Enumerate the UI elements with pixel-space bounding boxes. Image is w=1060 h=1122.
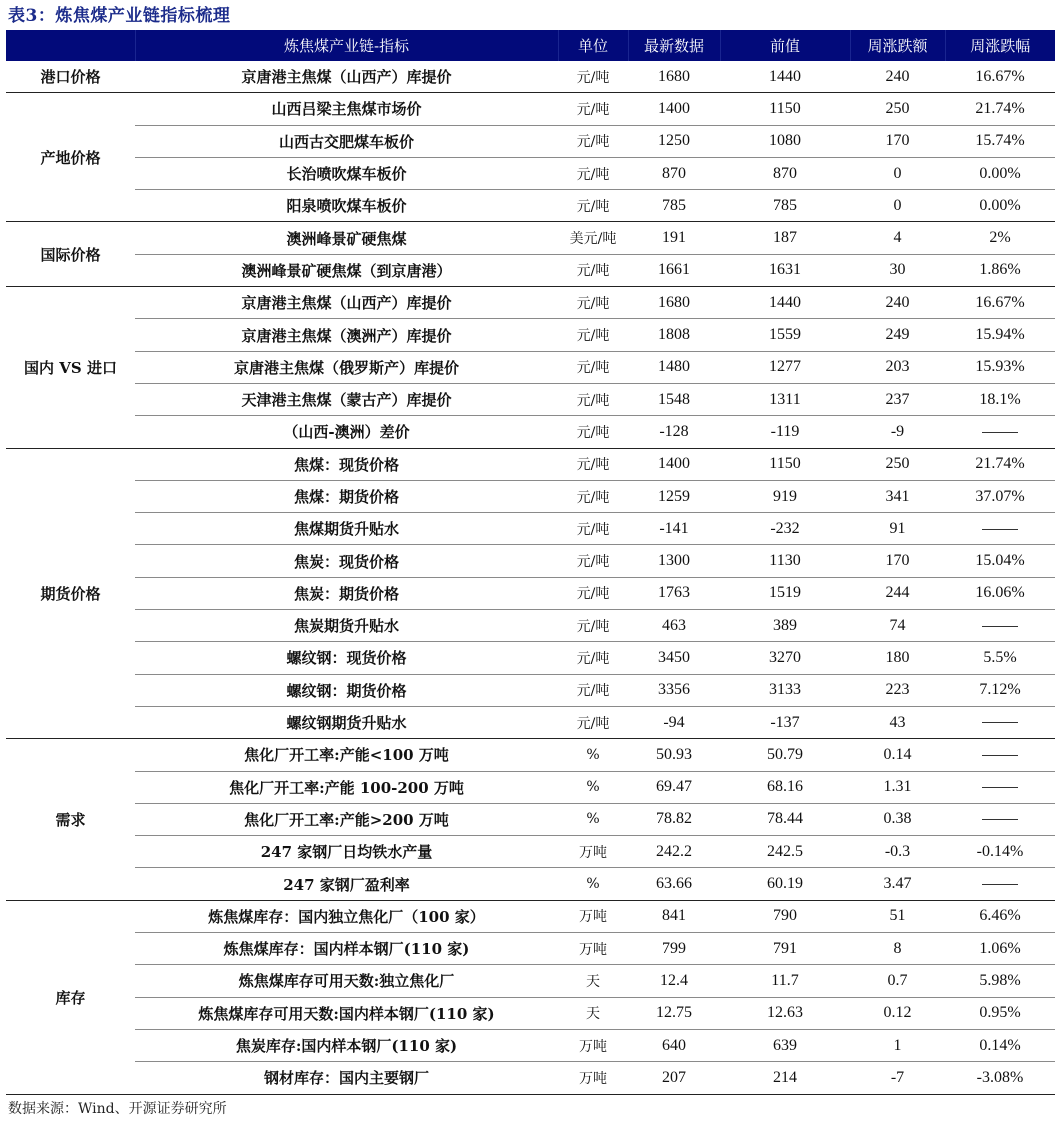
weekly-pct-cell: 18.1% bbox=[945, 383, 1055, 415]
table-row bbox=[6, 900, 1055, 932]
table-row bbox=[6, 545, 1055, 577]
weekly-pct-cell: 0.14% bbox=[945, 1029, 1055, 1061]
previous-value-cell: 389 bbox=[720, 610, 850, 642]
indicator-cell: 焦化厂开工率:产能 100-200 万吨 bbox=[135, 771, 558, 803]
latest-value-cell: 640 bbox=[628, 1029, 720, 1061]
table-row bbox=[6, 674, 1055, 706]
table-row bbox=[6, 93, 1055, 125]
indicator-cell: 山西吕梁主焦煤市场价 bbox=[135, 93, 558, 125]
weekly-change-cell: 0 bbox=[850, 190, 945, 222]
previous-value-cell: 1080 bbox=[720, 125, 850, 157]
not-applicable-dash bbox=[982, 787, 1018, 788]
coking-coal-indicator-table bbox=[6, 30, 1055, 1095]
latest-value-cell: 3450 bbox=[628, 642, 720, 674]
weekly-pct-cell: 6.46% bbox=[945, 900, 1055, 932]
table-row bbox=[6, 610, 1055, 642]
previous-value-cell: 60.19 bbox=[720, 868, 850, 900]
previous-value-cell: 1631 bbox=[720, 254, 850, 286]
table-row bbox=[6, 254, 1055, 286]
weekly-change-cell: 244 bbox=[850, 577, 945, 609]
indicator-cell: 焦煤期货升贴水 bbox=[135, 513, 558, 545]
indicator-cell: 焦炭：期货价格 bbox=[135, 577, 558, 609]
weekly-pct-cell: 5.5% bbox=[945, 642, 1055, 674]
weekly-change-cell: 223 bbox=[850, 674, 945, 706]
header-indicator: 炼焦煤产业链-指标 bbox=[135, 30, 558, 61]
unit-cell: 元/吨 bbox=[558, 577, 628, 609]
latest-value-cell: 242.2 bbox=[628, 836, 720, 868]
latest-value-cell: -94 bbox=[628, 706, 720, 738]
unit-cell: 万吨 bbox=[558, 900, 628, 932]
previous-value-cell: 639 bbox=[720, 1029, 850, 1061]
unit-cell: 元/吨 bbox=[558, 93, 628, 125]
table-row bbox=[6, 351, 1055, 383]
unit-cell: % bbox=[558, 803, 628, 835]
indicator-cell: 247 家钢厂日均铁水产量 bbox=[135, 836, 558, 868]
latest-value-cell: 799 bbox=[628, 933, 720, 965]
table-row bbox=[6, 1062, 1055, 1094]
previous-value-cell: 3133 bbox=[720, 674, 850, 706]
table-row bbox=[6, 222, 1055, 254]
latest-value-cell: 841 bbox=[628, 900, 720, 932]
unit-cell: % bbox=[558, 771, 628, 803]
weekly-change-cell: 0 bbox=[850, 157, 945, 189]
weekly-pct-cell: 21.74% bbox=[945, 448, 1055, 480]
weekly-pct-cell bbox=[945, 739, 1055, 771]
weekly-change-cell: -9 bbox=[850, 416, 945, 448]
indicator-cell: 阳泉喷吹煤车板价 bbox=[135, 190, 558, 222]
unit-cell: 元/吨 bbox=[558, 513, 628, 545]
unit-cell: 万吨 bbox=[558, 1062, 628, 1094]
header-unit: 单位 bbox=[558, 30, 628, 61]
latest-value-cell: 785 bbox=[628, 190, 720, 222]
table-row bbox=[6, 577, 1055, 609]
not-applicable-dash bbox=[982, 432, 1018, 433]
table-row bbox=[6, 997, 1055, 1029]
latest-value-cell: 12.75 bbox=[628, 997, 720, 1029]
latest-value-cell: 191 bbox=[628, 222, 720, 254]
weekly-change-cell: 249 bbox=[850, 319, 945, 351]
indicator-cell: 天津港主焦煤（蒙古产）库提价 bbox=[135, 383, 558, 415]
unit-cell: 元/吨 bbox=[558, 157, 628, 189]
latest-value-cell: -128 bbox=[628, 416, 720, 448]
weekly-pct-cell bbox=[945, 610, 1055, 642]
group-label: 需求 bbox=[6, 739, 135, 900]
previous-value-cell: -119 bbox=[720, 416, 850, 448]
weekly-pct-cell: 0.00% bbox=[945, 157, 1055, 189]
previous-value-cell: 3270 bbox=[720, 642, 850, 674]
weekly-change-cell: 170 bbox=[850, 125, 945, 157]
previous-value-cell: 1440 bbox=[720, 61, 850, 93]
latest-value-cell: 1680 bbox=[628, 61, 720, 93]
indicator-cell: 炼焦煤库存可用天数:独立焦化厂 bbox=[135, 965, 558, 997]
group-label: 港口价格 bbox=[6, 61, 135, 93]
latest-value-cell: 1300 bbox=[628, 545, 720, 577]
previous-value-cell: 214 bbox=[720, 1062, 850, 1094]
table-row bbox=[6, 771, 1055, 803]
weekly-change-cell: 0.14 bbox=[850, 739, 945, 771]
table-row bbox=[6, 416, 1055, 448]
unit-cell: 元/吨 bbox=[558, 674, 628, 706]
unit-cell: 万吨 bbox=[558, 836, 628, 868]
latest-value-cell: 1808 bbox=[628, 319, 720, 351]
header-group bbox=[6, 30, 135, 61]
latest-value-cell: 69.47 bbox=[628, 771, 720, 803]
unit-cell: 元/吨 bbox=[558, 254, 628, 286]
table-row bbox=[6, 125, 1055, 157]
unit-cell: 万吨 bbox=[558, 1029, 628, 1061]
weekly-pct-cell bbox=[945, 706, 1055, 738]
previous-value-cell: -137 bbox=[720, 706, 850, 738]
indicator-cell: 焦炭：现货价格 bbox=[135, 545, 558, 577]
latest-value-cell: 1400 bbox=[628, 448, 720, 480]
weekly-change-cell: 341 bbox=[850, 480, 945, 512]
indicator-cell: 焦煤：现货价格 bbox=[135, 448, 558, 480]
weekly-change-cell: 240 bbox=[850, 287, 945, 319]
not-applicable-dash bbox=[982, 819, 1018, 820]
table-row bbox=[6, 287, 1055, 319]
not-applicable-dash bbox=[982, 884, 1018, 885]
indicator-cell: 京唐港主焦煤（澳洲产）库提价 bbox=[135, 319, 558, 351]
latest-value-cell: 12.4 bbox=[628, 965, 720, 997]
weekly-pct-cell: 15.04% bbox=[945, 545, 1055, 577]
table-row bbox=[6, 1029, 1055, 1061]
indicator-cell: 247 家钢厂盈利率 bbox=[135, 868, 558, 900]
weekly-pct-cell: 15.94% bbox=[945, 319, 1055, 351]
previous-value-cell: 1559 bbox=[720, 319, 850, 351]
table-row bbox=[6, 965, 1055, 997]
previous-value-cell: 11.7 bbox=[720, 965, 850, 997]
weekly-change-cell: 170 bbox=[850, 545, 945, 577]
indicator-cell: 钢材库存：国内主要钢厂 bbox=[135, 1062, 558, 1094]
weekly-pct-cell: 7.12% bbox=[945, 674, 1055, 706]
latest-value-cell: 1400 bbox=[628, 93, 720, 125]
unit-cell: 元/吨 bbox=[558, 416, 628, 448]
table-row bbox=[6, 803, 1055, 835]
latest-value-cell: 1548 bbox=[628, 383, 720, 415]
latest-value-cell: 3356 bbox=[628, 674, 720, 706]
unit-cell: 美元/吨 bbox=[558, 222, 628, 254]
weekly-pct-cell: 16.06% bbox=[945, 577, 1055, 609]
latest-value-cell: 207 bbox=[628, 1062, 720, 1094]
previous-value-cell: 50.79 bbox=[720, 739, 850, 771]
weekly-pct-cell: 1.86% bbox=[945, 254, 1055, 286]
header-weekly-change: 周涨跌额 bbox=[850, 30, 945, 61]
unit-cell: 元/吨 bbox=[558, 125, 628, 157]
table-row bbox=[6, 319, 1055, 351]
previous-value-cell: 1277 bbox=[720, 351, 850, 383]
weekly-change-cell: 0.38 bbox=[850, 803, 945, 835]
weekly-pct-cell: 21.74% bbox=[945, 93, 1055, 125]
weekly-pct-cell: 5.98% bbox=[945, 965, 1055, 997]
latest-value-cell: 1763 bbox=[628, 577, 720, 609]
previous-value-cell: 1440 bbox=[720, 287, 850, 319]
table-row bbox=[6, 836, 1055, 868]
indicator-cell: 焦煤：期货价格 bbox=[135, 480, 558, 512]
header-latest: 最新数据 bbox=[628, 30, 720, 61]
weekly-change-cell: 74 bbox=[850, 610, 945, 642]
not-applicable-dash bbox=[982, 755, 1018, 756]
previous-value-cell: -232 bbox=[720, 513, 850, 545]
unit-cell: 元/吨 bbox=[558, 319, 628, 351]
table-row bbox=[6, 480, 1055, 512]
weekly-pct-cell bbox=[945, 803, 1055, 835]
weekly-change-cell: 1 bbox=[850, 1029, 945, 1061]
weekly-change-cell: 91 bbox=[850, 513, 945, 545]
table-row bbox=[6, 383, 1055, 415]
table-row bbox=[6, 706, 1055, 738]
indicator-cell: 澳洲峰景矿硬焦煤 bbox=[135, 222, 558, 254]
weekly-change-cell: 237 bbox=[850, 383, 945, 415]
weekly-pct-cell: 15.74% bbox=[945, 125, 1055, 157]
indicator-cell: 长治喷吹煤车板价 bbox=[135, 157, 558, 189]
weekly-pct-cell: -3.08% bbox=[945, 1062, 1055, 1094]
previous-value-cell: 1311 bbox=[720, 383, 850, 415]
latest-value-cell: 78.82 bbox=[628, 803, 720, 835]
indicator-cell: 焦炭库存:国内样本钢厂(110 家) bbox=[135, 1029, 558, 1061]
indicator-cell: 炼焦煤库存可用天数:国内样本钢厂(110 家) bbox=[135, 997, 558, 1029]
previous-value-cell: 1519 bbox=[720, 577, 850, 609]
group-label: 国际价格 bbox=[6, 222, 135, 287]
header-previous: 前值 bbox=[720, 30, 850, 61]
unit-cell: 天 bbox=[558, 965, 628, 997]
unit-cell: 元/吨 bbox=[558, 287, 628, 319]
unit-cell: 天 bbox=[558, 997, 628, 1029]
table-row bbox=[6, 448, 1055, 480]
previous-value-cell: 1150 bbox=[720, 93, 850, 125]
indicator-cell: （山西-澳洲）差价 bbox=[135, 416, 558, 448]
indicator-cell: 京唐港主焦煤（山西产）库提价 bbox=[135, 287, 558, 319]
table-row bbox=[6, 157, 1055, 189]
weekly-pct-cell bbox=[945, 868, 1055, 900]
weekly-pct-cell: 16.67% bbox=[945, 61, 1055, 93]
weekly-change-cell: 250 bbox=[850, 93, 945, 125]
weekly-pct-cell: 0.00% bbox=[945, 190, 1055, 222]
table-row bbox=[6, 642, 1055, 674]
latest-value-cell: -141 bbox=[628, 513, 720, 545]
indicator-cell: 京唐港主焦煤（山西产）库提价 bbox=[135, 61, 558, 93]
weekly-change-cell: 0.12 bbox=[850, 997, 945, 1029]
unit-cell: % bbox=[558, 739, 628, 771]
latest-value-cell: 870 bbox=[628, 157, 720, 189]
unit-cell: 元/吨 bbox=[558, 642, 628, 674]
table-row bbox=[6, 739, 1055, 771]
latest-value-cell: 1680 bbox=[628, 287, 720, 319]
weekly-change-cell: -0.3 bbox=[850, 836, 945, 868]
not-applicable-dash bbox=[982, 626, 1018, 627]
previous-value-cell: 870 bbox=[720, 157, 850, 189]
weekly-pct-cell: 0.95% bbox=[945, 997, 1055, 1029]
table-title: 表3：炼焦煤产业链指标梳理 bbox=[8, 6, 231, 26]
unit-cell: 元/吨 bbox=[558, 610, 628, 642]
weekly-change-cell: 240 bbox=[850, 61, 945, 93]
unit-cell: 元/吨 bbox=[558, 545, 628, 577]
weekly-pct-cell: 16.67% bbox=[945, 287, 1055, 319]
latest-value-cell: 63.66 bbox=[628, 868, 720, 900]
indicator-cell: 螺纹钢：现货价格 bbox=[135, 642, 558, 674]
indicator-cell: 焦化厂开工率:产能>200 万吨 bbox=[135, 803, 558, 835]
previous-value-cell: 785 bbox=[720, 190, 850, 222]
unit-cell: 元/吨 bbox=[558, 480, 628, 512]
previous-value-cell: 919 bbox=[720, 480, 850, 512]
previous-value-cell: 790 bbox=[720, 900, 850, 932]
unit-cell: % bbox=[558, 868, 628, 900]
unit-cell: 元/吨 bbox=[558, 61, 628, 93]
weekly-change-cell: 250 bbox=[850, 448, 945, 480]
weekly-pct-cell: 37.07% bbox=[945, 480, 1055, 512]
latest-value-cell: 1250 bbox=[628, 125, 720, 157]
indicator-cell: 焦炭期货升贴水 bbox=[135, 610, 558, 642]
previous-value-cell: 1130 bbox=[720, 545, 850, 577]
previous-value-cell: 12.63 bbox=[720, 997, 850, 1029]
indicator-cell: 炼焦煤库存：国内样本钢厂(110 家) bbox=[135, 933, 558, 965]
table-row bbox=[6, 868, 1055, 900]
weekly-pct-cell: -0.14% bbox=[945, 836, 1055, 868]
indicator-cell: 螺纹钢期货升贴水 bbox=[135, 706, 558, 738]
unit-cell: 万吨 bbox=[558, 933, 628, 965]
latest-value-cell: 463 bbox=[628, 610, 720, 642]
unit-cell: 元/吨 bbox=[558, 351, 628, 383]
previous-value-cell: 78.44 bbox=[720, 803, 850, 835]
previous-value-cell: 242.5 bbox=[720, 836, 850, 868]
weekly-change-cell: 203 bbox=[850, 351, 945, 383]
weekly-change-cell: 1.31 bbox=[850, 771, 945, 803]
unit-cell: 元/吨 bbox=[558, 706, 628, 738]
table-row bbox=[6, 190, 1055, 222]
table-body bbox=[6, 61, 1055, 1094]
previous-value-cell: 187 bbox=[720, 222, 850, 254]
weekly-change-cell: 3.47 bbox=[850, 868, 945, 900]
not-applicable-dash bbox=[982, 722, 1018, 723]
weekly-pct-cell: 1.06% bbox=[945, 933, 1055, 965]
weekly-change-cell: 4 bbox=[850, 222, 945, 254]
latest-value-cell: 50.93 bbox=[628, 739, 720, 771]
previous-value-cell: 68.16 bbox=[720, 771, 850, 803]
group-label: 期货价格 bbox=[6, 448, 135, 739]
weekly-change-cell: -7 bbox=[850, 1062, 945, 1094]
group-label: 库存 bbox=[6, 900, 135, 1094]
latest-value-cell: 1480 bbox=[628, 351, 720, 383]
weekly-change-cell: 51 bbox=[850, 900, 945, 932]
latest-value-cell: 1661 bbox=[628, 254, 720, 286]
unit-cell: 元/吨 bbox=[558, 383, 628, 415]
table-row bbox=[6, 513, 1055, 545]
indicator-cell: 炼焦煤库存：国内独立焦化厂（100 家） bbox=[135, 900, 558, 932]
indicator-cell: 山西古交肥煤车板价 bbox=[135, 125, 558, 157]
weekly-change-cell: 0.7 bbox=[850, 965, 945, 997]
latest-value-cell: 1259 bbox=[628, 480, 720, 512]
indicator-cell: 澳洲峰景矿硬焦煤（到京唐港） bbox=[135, 254, 558, 286]
group-label: 国内 VS 进口 bbox=[6, 287, 135, 448]
weekly-change-cell: 43 bbox=[850, 706, 945, 738]
unit-cell: 元/吨 bbox=[558, 190, 628, 222]
unit-cell: 元/吨 bbox=[558, 448, 628, 480]
not-applicable-dash bbox=[982, 529, 1018, 530]
table-row bbox=[6, 933, 1055, 965]
weekly-pct-cell: 15.93% bbox=[945, 351, 1055, 383]
indicator-cell: 京唐港主焦煤（俄罗斯产）库提价 bbox=[135, 351, 558, 383]
group-label: 产地价格 bbox=[6, 93, 135, 222]
table-row bbox=[6, 61, 1055, 93]
weekly-change-cell: 180 bbox=[850, 642, 945, 674]
weekly-change-cell: 8 bbox=[850, 933, 945, 965]
indicator-cell: 焦化厂开工率:产能<100 万吨 bbox=[135, 739, 558, 771]
weekly-change-cell: 30 bbox=[850, 254, 945, 286]
weekly-pct-cell bbox=[945, 513, 1055, 545]
data-source-note: 数据来源：Wind、开源证券研究所 bbox=[8, 1101, 227, 1117]
previous-value-cell: 1150 bbox=[720, 448, 850, 480]
indicator-cell: 螺纹钢：期货价格 bbox=[135, 674, 558, 706]
header-weekly-pct: 周涨跌幅 bbox=[945, 30, 1055, 61]
weekly-pct-cell: 2% bbox=[945, 222, 1055, 254]
weekly-pct-cell bbox=[945, 771, 1055, 803]
header-row bbox=[6, 30, 1055, 61]
previous-value-cell: 791 bbox=[720, 933, 850, 965]
weekly-pct-cell bbox=[945, 416, 1055, 448]
